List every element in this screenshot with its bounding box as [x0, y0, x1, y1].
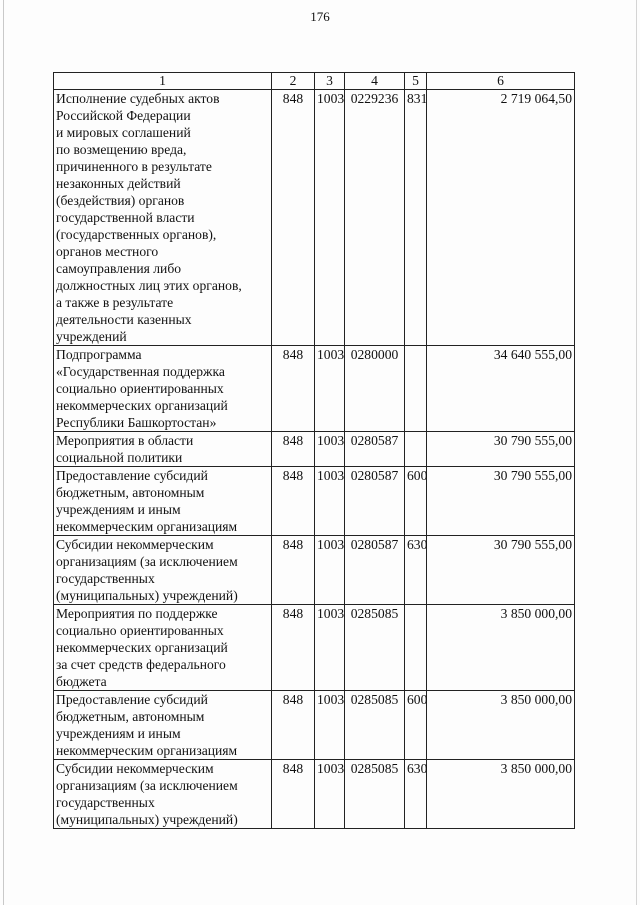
row-section-code-cell: 1003	[315, 346, 345, 432]
row-name-line: Российской Федерации	[56, 108, 191, 123]
row-target-code-cell: 0280587	[345, 536, 405, 605]
row-section-code-cell: 1003	[315, 536, 345, 605]
row-name-line: государственных	[56, 795, 155, 810]
row-name-line: деятельности казенных	[56, 312, 192, 327]
table-row	[54, 691, 575, 760]
row-name-line: государственных	[56, 571, 155, 586]
row-section-code-cell: 1003	[315, 90, 345, 346]
row-name-line: (бездействия) органов	[56, 193, 185, 208]
table-row	[54, 346, 575, 432]
header-col-2: 2	[272, 73, 315, 90]
row-section-code-cell: 1003	[315, 760, 345, 829]
row-name-line: некоммерческим организациям	[56, 743, 238, 758]
row-name-line: некоммерческих организаций	[56, 398, 228, 413]
row-name-line: организациям (за исключением	[56, 778, 238, 793]
row-target-code-cell: 0280587	[345, 467, 405, 536]
row-name-line: бюджета	[56, 674, 107, 689]
row-name-line: учреждениям и иным	[56, 502, 181, 517]
header-col-4: 4	[345, 73, 405, 90]
row-section-code-cell: 1003	[315, 467, 345, 536]
table-row	[54, 432, 575, 467]
row-admin-code-cell: 848	[272, 346, 315, 432]
row-amount-cell: 30 790 555,00	[427, 467, 575, 536]
row-name-line: по возмещению вреда,	[56, 142, 187, 157]
row-name-line: социальной политики	[56, 450, 183, 465]
row-name-line: учреждениям и иным	[56, 726, 181, 741]
row-name-line: социально ориентированных	[56, 623, 224, 638]
row-target-code-cell: 0280000	[345, 346, 405, 432]
row-name-line: (муниципальных) учреждений)	[56, 588, 238, 603]
budget-table	[53, 72, 575, 829]
row-expense-type-cell	[405, 432, 427, 467]
row-name-cell	[54, 760, 272, 829]
row-admin-code-cell: 848	[272, 536, 315, 605]
row-name-line: (государственных органов),	[56, 227, 217, 242]
row-expense-type-cell	[405, 605, 427, 691]
row-admin-code-cell: 848	[272, 467, 315, 536]
row-expense-type-cell: 600	[405, 467, 427, 536]
scan-edge-right	[636, 0, 637, 905]
header-col-1: 1	[54, 73, 272, 90]
row-name-line: Мероприятия по поддержке	[56, 606, 218, 621]
row-admin-code-cell: 848	[272, 605, 315, 691]
row-section-code-cell: 1003	[315, 605, 345, 691]
row-name-line: органов местного	[56, 244, 159, 259]
row-expense-type-cell: 630	[405, 536, 427, 605]
table-row	[54, 90, 575, 346]
row-name-line: Субсидии некоммерческим	[56, 537, 214, 552]
table-row	[54, 760, 575, 829]
row-target-code-cell: 0280587	[345, 432, 405, 467]
row-amount-cell: 30 790 555,00	[427, 536, 575, 605]
header-col-3: 3	[315, 73, 345, 90]
row-target-code-cell: 0285085	[345, 760, 405, 829]
row-name-line: некоммерческим организациям	[56, 519, 238, 534]
scan-edge-left	[3, 0, 4, 905]
header-col-5: 5	[405, 73, 427, 90]
row-amount-cell: 30 790 555,00	[427, 432, 575, 467]
row-expense-type-cell: 600	[405, 691, 427, 760]
row-name-line: и мировых соглашений	[56, 125, 191, 140]
row-admin-code-cell: 848	[272, 90, 315, 346]
row-name-cell	[54, 691, 272, 760]
row-name-line: самоуправления либо	[56, 261, 182, 276]
row-name-line: а также в результате	[56, 295, 174, 310]
row-name-cell	[54, 90, 272, 346]
row-name-line: государственной власти	[56, 210, 195, 225]
row-name-line: Исполнение судебных актов	[56, 91, 220, 106]
row-name-line: Предоставление субсидий	[56, 692, 208, 707]
row-name-line: Предоставление субсидий	[56, 468, 208, 483]
row-target-code-cell: 0285085	[345, 605, 405, 691]
row-target-code-cell: 0285085	[345, 691, 405, 760]
row-amount-cell: 3 850 000,00	[427, 691, 575, 760]
page-number: 176	[310, 9, 330, 24]
row-name-line: некоммерческих организаций	[56, 640, 228, 655]
row-expense-type-cell	[405, 346, 427, 432]
row-amount-cell: 3 850 000,00	[427, 760, 575, 829]
table-row	[54, 605, 575, 691]
row-admin-code-cell: 848	[272, 691, 315, 760]
row-name-cell	[54, 467, 272, 536]
row-admin-code-cell: 848	[272, 432, 315, 467]
row-expense-type-cell: 630	[405, 760, 427, 829]
row-name-line: (муниципальных) учреждений)	[56, 812, 238, 827]
table-body	[54, 90, 575, 829]
row-name-line: Подпрограмма	[56, 347, 142, 362]
row-amount-cell: 3 850 000,00	[427, 605, 575, 691]
table-header-row	[54, 73, 575, 90]
row-expense-type-cell: 831	[405, 90, 427, 346]
row-name-cell	[54, 346, 272, 432]
row-name-line: Республики Башкортостан»	[56, 415, 217, 430]
row-name-line: за счет средств федерального	[56, 657, 226, 672]
row-name-line: незаконных действий	[56, 176, 181, 191]
row-name-line: учреждений	[56, 329, 127, 344]
row-name-line: социально ориентированных	[56, 381, 224, 396]
row-name-line: организациям (за исключением	[56, 554, 238, 569]
row-section-code-cell: 1003	[315, 691, 345, 760]
row-target-code-cell: 0229236	[345, 90, 405, 346]
row-name-cell	[54, 536, 272, 605]
row-name-line: бюджетным, автономным	[56, 485, 205, 500]
row-name-line: Субсидии некоммерческим	[56, 761, 214, 776]
row-admin-code-cell: 848	[272, 760, 315, 829]
row-name-line: Мероприятия в области	[56, 433, 194, 448]
row-amount-cell: 34 640 555,00	[427, 346, 575, 432]
row-section-code-cell: 1003	[315, 432, 345, 467]
header-col-6: 6	[427, 73, 575, 90]
table-row	[54, 467, 575, 536]
row-name-line: должностных лиц этих органов,	[56, 278, 242, 293]
table-row	[54, 536, 575, 605]
row-name-line: бюджетным, автономным	[56, 709, 205, 724]
row-name-cell	[54, 432, 272, 467]
row-name-line: причиненного в результате	[56, 159, 212, 174]
row-name-line: «Государственная поддержка	[56, 364, 225, 379]
row-amount-cell: 2 719 064,50	[427, 90, 575, 346]
row-name-cell	[54, 605, 272, 691]
